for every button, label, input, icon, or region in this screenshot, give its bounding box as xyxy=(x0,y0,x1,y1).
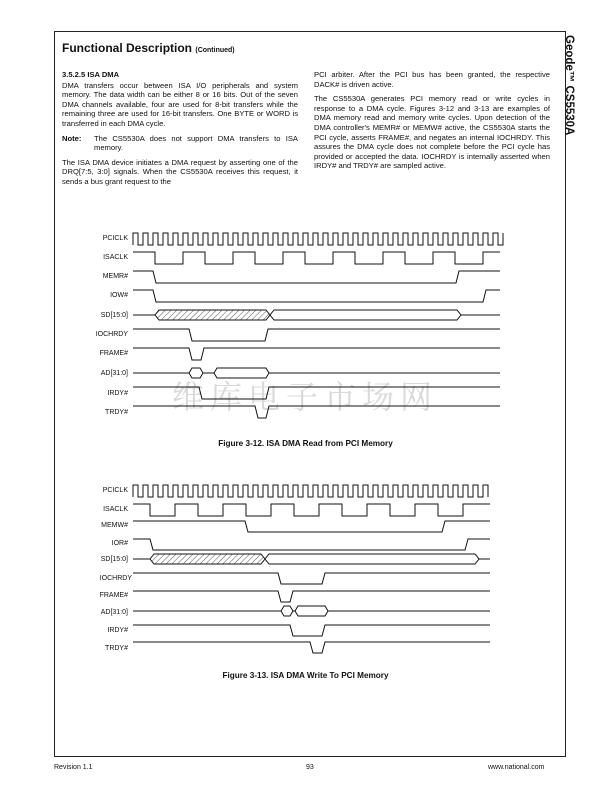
wave-irdy xyxy=(133,387,500,399)
figure-13-caption: Figure 3-13. ISA DMA Write To PCI Memory xyxy=(222,671,389,680)
sig-label-ad-2: AD[31:0] xyxy=(100,609,128,616)
sig-label-trdy-2: TRDY# xyxy=(105,645,128,652)
sig-label-frame: FRAME# xyxy=(99,350,128,357)
wave-irdy-2 xyxy=(133,625,490,636)
footer-website: www.national.com xyxy=(488,764,545,771)
sig-label-pciclk-2: PCICLK xyxy=(102,487,128,494)
figure-12-caption: Figure 3-12. ISA DMA Read from PCI Memory xyxy=(218,439,393,448)
wave-trdy xyxy=(133,406,500,418)
paragraph-4: The CS5530A generates PCI memory read or write cycles in response to a DMA cycle. Figures 3-12 and 3-13 are examples of DMA memory read and memory write cycles. Upon detection of the DMA controller's MEMR# or MEMW# active, the CS5530A starts the PCI cycle, asserts FRAME#, and negates an internal IOCHRDY. This assures the DMA cycle does not complete before the PCI cycle has provided or accepted the data. IOCHRDY is internally asserted when IRDY# and TRDY# are sampled active. xyxy=(314,94,550,171)
wave-pciclk xyxy=(133,233,503,245)
sig-label-iochrdy: IOCHRDY xyxy=(95,331,128,338)
wave-memw xyxy=(133,521,490,532)
sig-label-irdy-2: IRDY# xyxy=(107,627,128,634)
wave-isaclk-2 xyxy=(133,504,490,516)
paragraph-2: The ISA DMA device initiates a DMA request by asserting one of the DRQ[7:5, 3:0] signals. When the CS5530A receives this request, it sends a bus grant request to the xyxy=(62,157,298,186)
sig-label-isaclk-2: ISACLK xyxy=(103,506,128,513)
sig-label-ad: AD[31:0] xyxy=(100,370,128,377)
wave-iochrdy-2 xyxy=(133,573,490,584)
wave-sd-invalid xyxy=(155,310,270,320)
note-text: The CS5530A does not support DMA transfers to ISA memory. xyxy=(94,133,298,153)
wave-iochrdy xyxy=(133,329,500,341)
sig-label-irdy: IRDY# xyxy=(107,390,128,397)
wave-frame-2 xyxy=(133,591,490,602)
figure-3-13 xyxy=(100,485,490,653)
wave-memr xyxy=(133,271,500,283)
footer-page-number: 93 xyxy=(306,764,314,771)
figure-3-12 xyxy=(96,233,503,418)
sig-label-sd: SD[15:0] xyxy=(100,312,128,319)
side-tab-label: Geode™ CS5530A xyxy=(563,35,575,136)
footer-revision: Revision 1.1 xyxy=(54,764,93,771)
wave-ior xyxy=(133,539,490,550)
sig-label-frame-2: FRAME# xyxy=(99,592,128,599)
wave-iow xyxy=(133,290,500,302)
sig-label-iochrdy-2: IOCHRDY xyxy=(99,575,132,582)
section-heading: 3.5.2.5 ISA DMA xyxy=(62,70,120,79)
sig-label-memr: MEMR# xyxy=(102,273,128,280)
wave-pciclk-2 xyxy=(133,485,488,497)
sig-label-sd-2: SD[15:0] xyxy=(100,556,128,563)
page-title-suffix: (Continued) xyxy=(195,47,235,54)
wave-isaclk xyxy=(133,252,500,264)
wave-sd-valid-2 xyxy=(265,554,479,564)
sig-label-ior: IOR# xyxy=(111,540,128,547)
watermark: 维库电子市场网 xyxy=(172,378,439,416)
page-title-text: Functional Description xyxy=(62,41,193,55)
paragraph-1: DMA transfers occur between ISA I/O peripherals and system memory. The data width can be either 8 or 16 bits. Out of the seven DMA channels available, four are used for 8-bit transfers while the remaining three are used for 16-bit transfers. One BYTE or WORD is transferred in each DMA cycle. xyxy=(62,80,298,128)
wave-ad xyxy=(133,368,500,378)
sig-label-trdy: TRDY# xyxy=(105,409,128,416)
sig-label-isaclk: ISACLK xyxy=(103,254,128,261)
wave-ad-2 xyxy=(133,606,490,616)
sig-label-memw: MEMW# xyxy=(101,522,128,529)
wave-sd-invalid-2 xyxy=(150,554,265,564)
wave-frame xyxy=(133,348,500,360)
sig-label-pciclk: PCICLK xyxy=(102,235,128,242)
note-label: Note: xyxy=(62,133,82,143)
paragraph-3: PCI arbiter. After the PCI bus has been granted, the respective DACK# is driven active. xyxy=(314,70,550,89)
sig-label-iow: IOW# xyxy=(110,292,128,299)
wave-trdy-2 xyxy=(133,642,490,653)
wave-sd-valid xyxy=(270,310,461,320)
